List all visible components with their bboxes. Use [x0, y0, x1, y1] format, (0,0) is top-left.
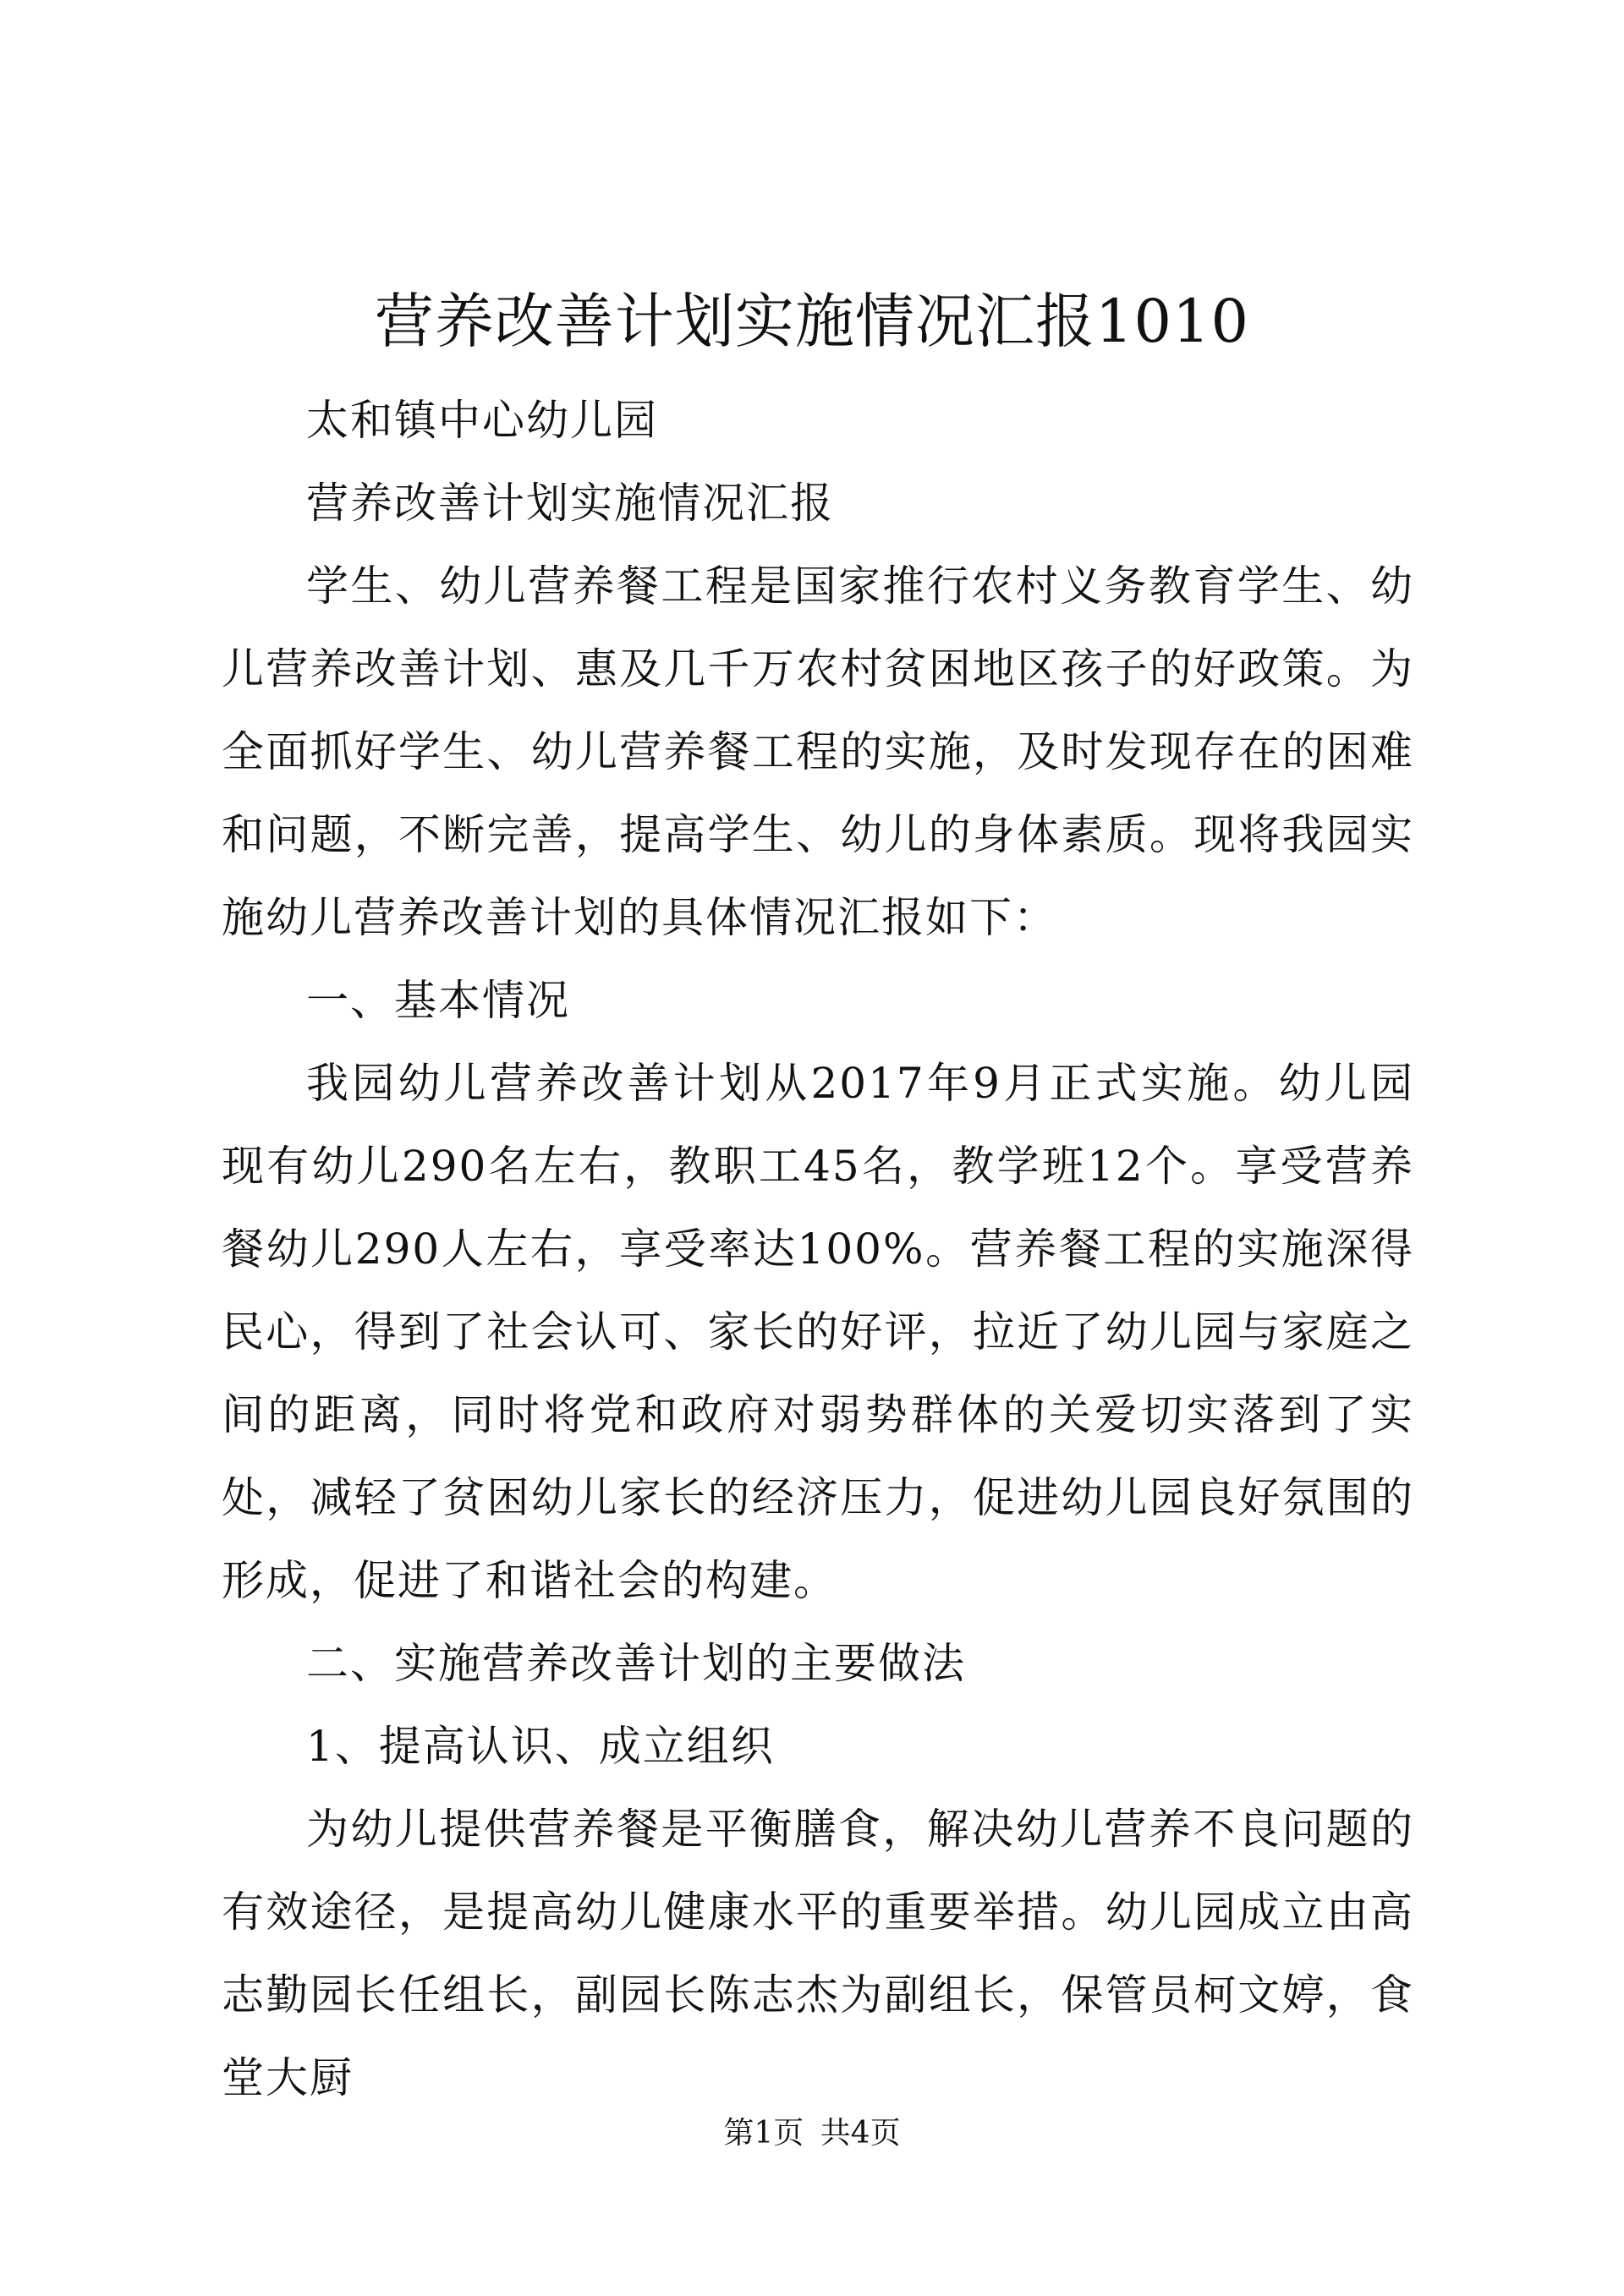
document-body	[222, 379, 1414, 2119]
organization-paragraph: 为幼儿提供营养餐是平衡膳食，解决幼儿营养不良问题的有效途径，是提高幼儿健康水平的重要举措。幼儿园成立由高志勤园长任组长，副园长陈志杰为副组长，保管员柯文婷，食堂大厨	[222, 1805, 1414, 2102]
current-page-number: 第1页	[723, 2116, 804, 2151]
subsection-heading-organization: 1、提高认识、成立组织	[306, 1722, 775, 1771]
total-page-count: 共4页	[820, 2116, 901, 2151]
intro-paragraph: 学生、幼儿营养餐工程是国家推行农村义务教育学生、幼儿营养改善计划、惠及几千万农村贫困地区孩子的好政策。为全面抓好学生、幼儿营养餐工程的实施，及时发现存在的困难和问题，不断完善，提高学生、幼儿的身体素质。现将我园实施幼儿营养改善计划的具体情况汇报如下：	[222, 562, 1414, 942]
section-heading-basic: 一、基本情况	[306, 976, 570, 1025]
basic-situation-paragraph: 我园幼儿营养改善计划从2017年9月正式实施。幼儿园现有幼儿290名左右，教职工45名，教学班12个。享受营养餐幼儿290人左右，享受率达100%。营养餐工程的实施深得民心，得到了社会认可、家长的好评，拉近了幼儿园与家庭之间的距离，同时将党和政府对弱势群体的关爱切实落到了实处，减轻了贫困幼儿家长的经济压力，促进幼儿园良好氛围的形成，促进了和谐社会的构建。	[222, 1059, 1414, 1605]
page-footer	[0, 2112, 1624, 2155]
section-heading-practices: 二、实施营养改善计划的主要做法	[306, 1639, 966, 1688]
school-name-line: 太和镇中心幼儿园	[306, 396, 658, 445]
report-subtitle-line: 营养改善计划实施情况汇报	[306, 479, 834, 528]
document-title: 营养改善计划实施情况汇报1010	[374, 287, 1250, 356]
